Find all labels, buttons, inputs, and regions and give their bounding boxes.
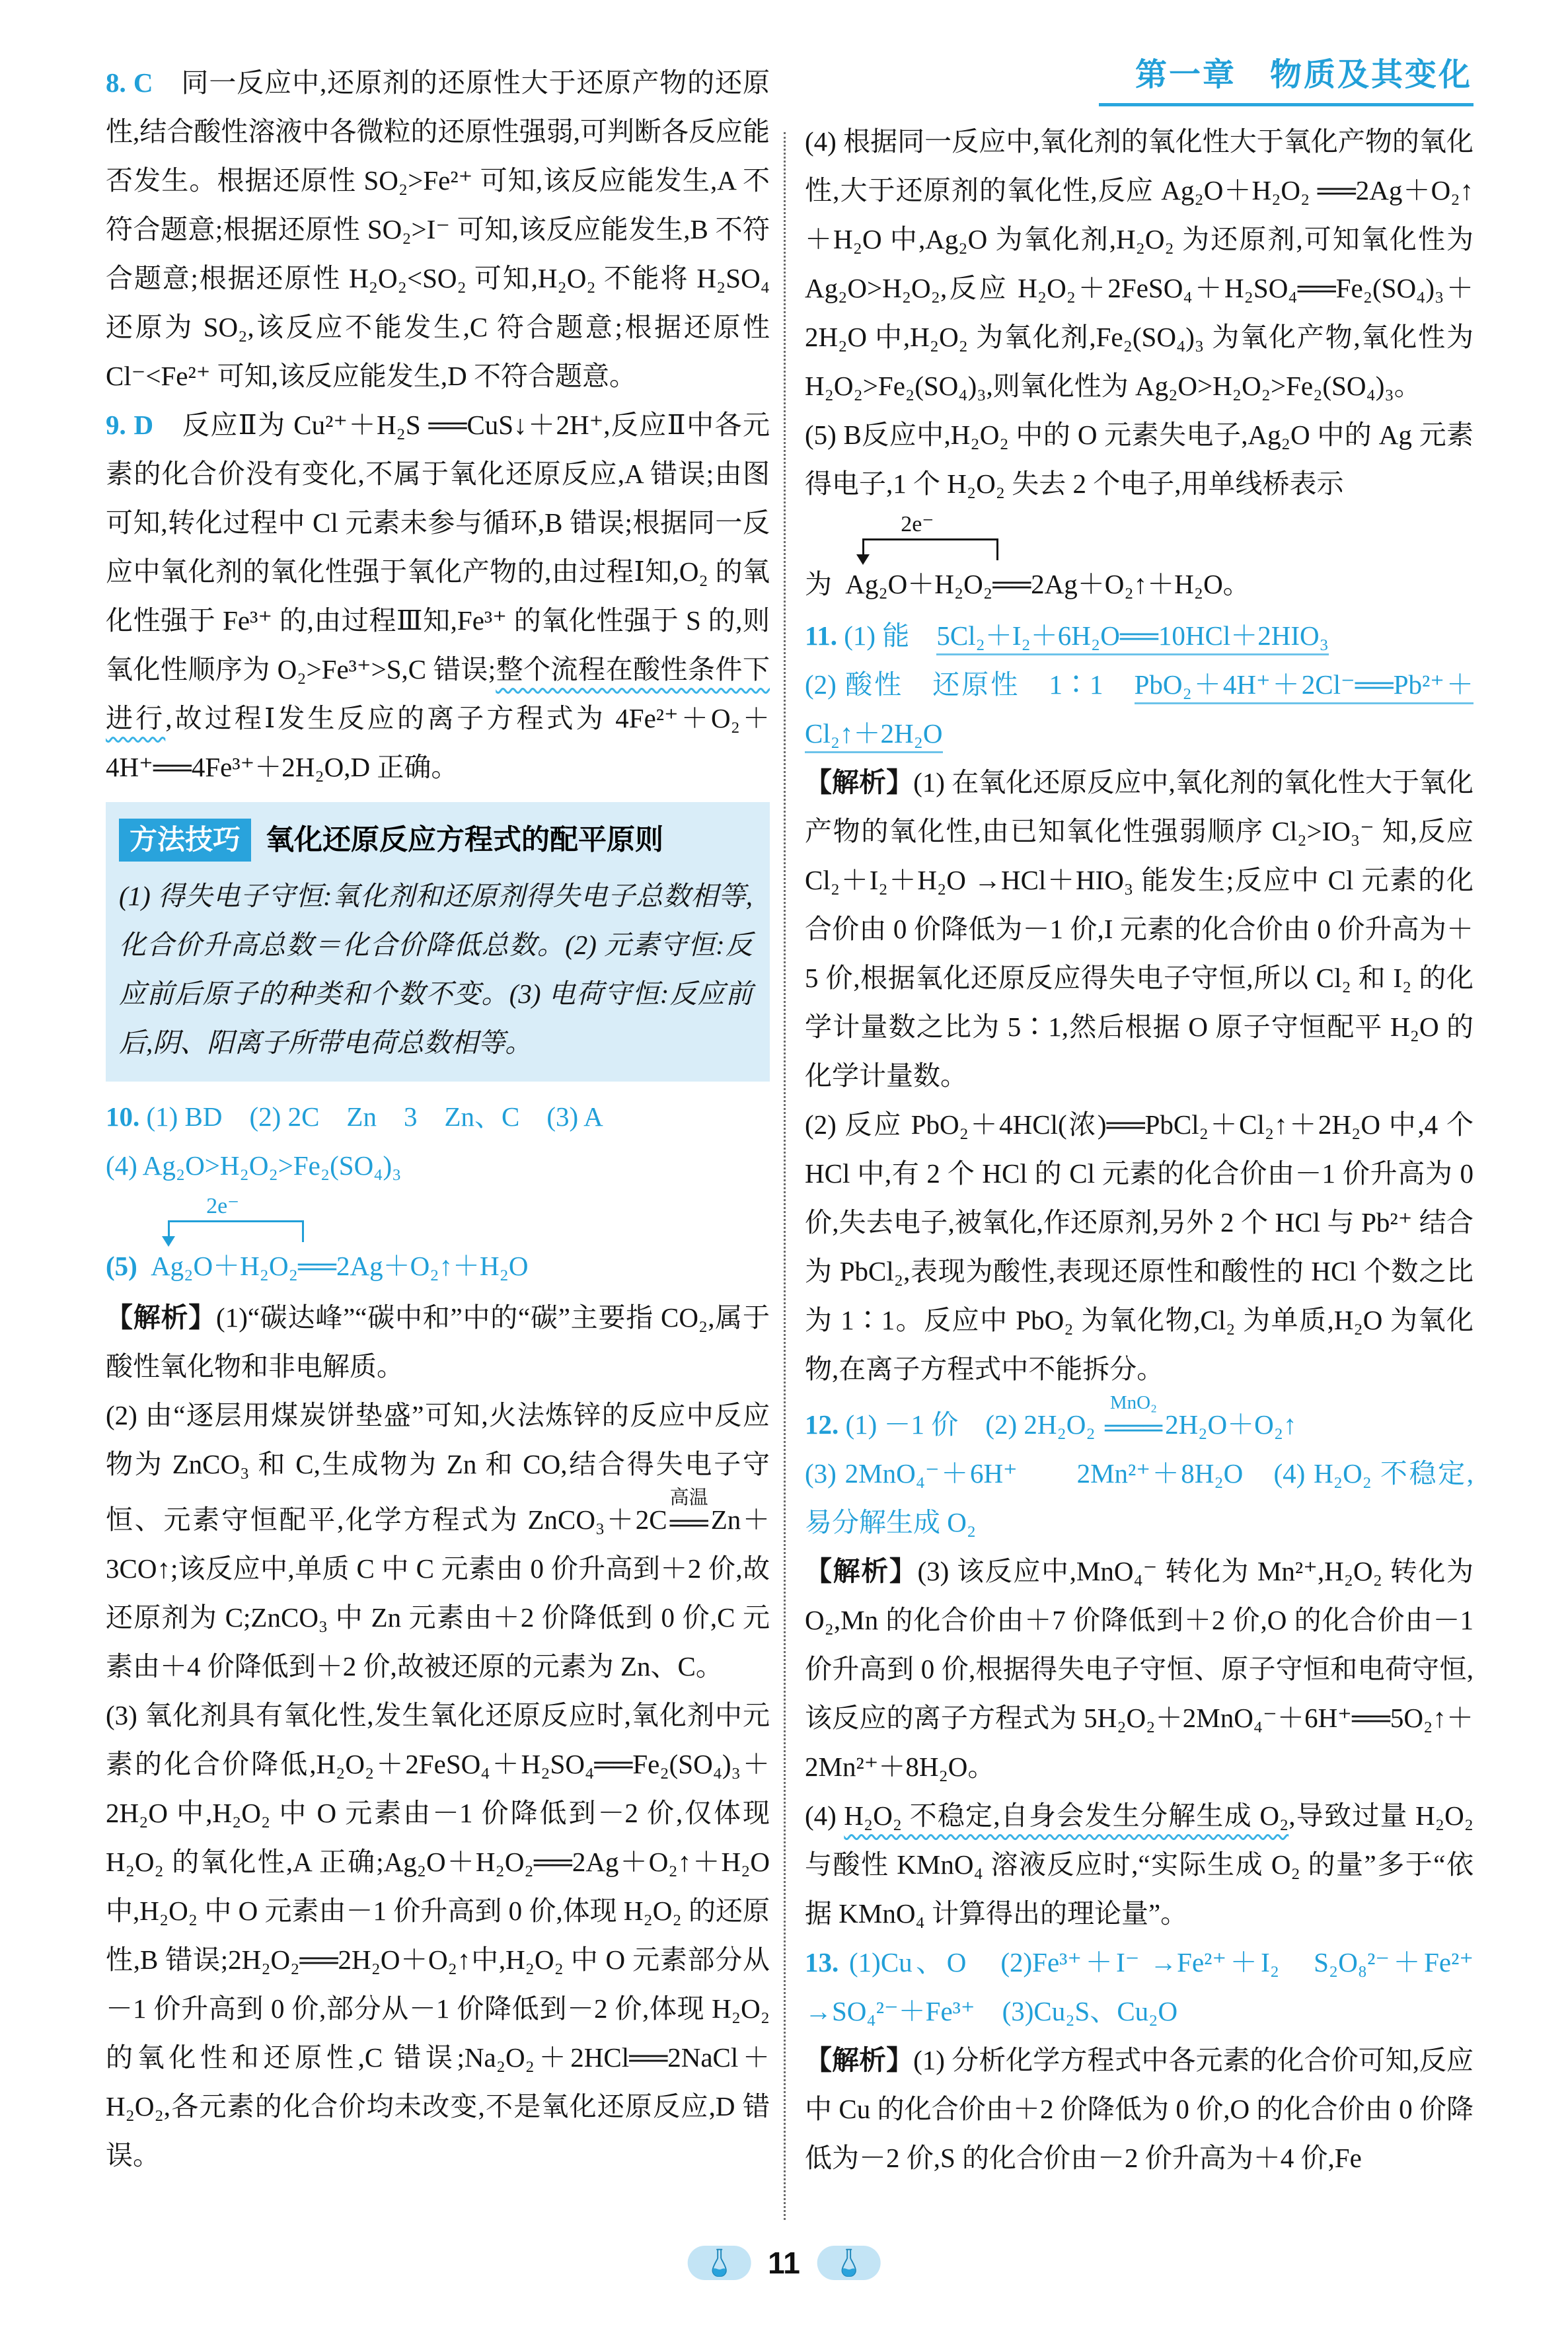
analysis-10-p5-lead: 为: [805, 569, 832, 599]
answer-13-number: 13.: [805, 1947, 839, 1977]
tip-box-title: 氧化还原反应方程式的配平原则: [266, 824, 664, 856]
answer-item-11-line2: [805, 660, 1474, 758]
answer-12-number: 12.: [805, 1409, 839, 1440]
analysis-12-p3-text: (3) 该反应中,MnO₄⁻ 转化为 Mn²⁺,H₂O₂ 转化为 O₂,Mn 的化合价由＋7 价降低到＋2 价,O 的化合价由－1 价升高到 0 价,根据得失电子守恒、原子守恒和电荷守恒,该反应的离子方程式为 5H₂O₂＋2MnO₄⁻＋6H⁺══5O₂↑＋2Mn²⁺＋8H₂O。: [805, 1556, 1474, 1782]
analysis-12-p4-emphasis: H₂O₂ 不稳定,自身会发生分解生成 O₂: [844, 1800, 1289, 1831]
analysis-label-12: 【解析】: [805, 1556, 918, 1586]
answer-item-13: [805, 1938, 1474, 2036]
answer-item-9: [106, 400, 770, 792]
analysis-13-p1: [805, 2036, 1474, 2182]
bridge-arrow-icon: [168, 1220, 304, 1242]
footer-pill-left: [687, 2246, 751, 2280]
answer-10-part5-label: (5): [106, 1250, 137, 1281]
analysis-10-p2-text-b: Zn＋3CO↑;该反应中,单质 C 中 C 元素由 0 价升高到＋2 价,故还原剂为 C;ZnCO₃ 中 Zn 元素由＋2 价降低到 0 价,C 元素由＋4 价降低到＋2 价,故被还原的元素为 Zn、C。: [106, 1504, 770, 1681]
analysis-label-11: 【解析】: [805, 767, 914, 797]
analysis-label: 【解析】: [106, 1302, 217, 1333]
bridge-equation: Ag₂O＋H₂O₂══2Ag＋O₂↑＋H₂O: [151, 1250, 529, 1281]
electron-bridge-diagram-2: [845, 513, 1250, 609]
footer-pill-right: [817, 2246, 881, 2280]
answer-item-10-line1: [106, 1092, 770, 1141]
answer-13-body: (1)Cu、O (2)Fe³⁺＋I⁻ →Fe²⁺＋I₂ S₂O₈²⁻＋Fe²⁺ →SO₄²⁻＋Fe³⁺ (3)Cu₂S、Cu₂O: [805, 1947, 1474, 2026]
chapter-header: [805, 52, 1474, 106]
analysis-10-p4: (4) 根据同一反应中,氧化剂的氧化性大于氧化产物的氧化性,大于还原剂的氧化性,反应 Ag₂O＋H₂O₂ ══2Ag＋O₂↑＋H₂O 中,Ag₂O 为氧化剂,H₂O₂ 为还原剂,可知氧化性为 Ag₂O>H₂O₂,反应 H₂O₂＋2FeSO₄＋H₂SO₄══Fe₂(SO₄)₃＋2H₂O 中,H₂O₂ 为氧化剂,Fe₂(SO₄)₃ 为氧化产物,氧化性为 H₂O₂>Fe₂(SO₄)₃,则氧化性为 Ag₂O>H₂O₂>Fe₂(SO₄)₃。: [805, 126, 1474, 401]
bridge-equation-2: Ag₂O＋H₂O₂══2Ag＋O₂↑＋H₂O。: [845, 569, 1250, 599]
page-footer: [687, 2238, 881, 2287]
answer-item-12-line1: [805, 1393, 1474, 1449]
condition-text-mno2: MnO₂: [1109, 1392, 1158, 1413]
answer-item-10-line2: [106, 1141, 770, 1190]
answer-8-number: 8. C: [106, 67, 153, 98]
answer-10-part1: (1) BD (2) 2C Zn 3 Zn、C (3) A: [146, 1101, 603, 1132]
analysis-11-p1: [805, 758, 1474, 1100]
answer-item-12-line2: (3) 2MnO₄⁻＋6H⁺ 2Mn²⁺＋8H₂O (4) H₂O₂ 不稳定,易分解生成 O₂: [805, 1458, 1474, 1537]
analysis-12-p4-post: ,导致过量 H₂O₂ 与酸性 KMnO₄ 溶液反应时,“实际生成 O₂ 的量”多于“依据 KMnO₄ 计算得出的理论量”。: [805, 1800, 1474, 1929]
tip-box-body: (1) 得失电子守恒:氧化剂和还原剂得失电子总数相等,化合价升高总数＝化合价降低总数。(2) 元素守恒:反应前后原子的种类和个数不变。(3) 电荷守恒:反应前后,阴、阳离子所带电荷总数相等。: [119, 880, 753, 1058]
answer-8-text: 同一反应中,还原剂的还原性大于还原产物的还原性,结合酸性溶液中各微粒的还原性强弱,可判断各反应能否发生。根据还原性 SO₂>Fe²⁺ 可知,该反应能发生,A 不符合题意;根据还原性 SO₂>I⁻ 可知,该反应能发生,B 不符合题意;根据还原性 H₂O₂<SO₂ 可知,H₂O₂ 不能将 H₂SO₄ 还原为 SO₂,该反应不能发生,C 符合题意;根据还原性 Cl⁻<Fe²⁺ 可知,该反应能发生,D 不符合题意。: [106, 67, 770, 391]
condition-text: 高温: [669, 1487, 708, 1508]
chapter-title: 第一章 物质及其变化: [1099, 55, 1474, 106]
left-column: [106, 0, 770, 2180]
answer-12-part1b: 2H₂O＋O₂↑: [1165, 1409, 1297, 1440]
answer-11-part2-equation: PbO₂＋4H⁺＋2Cl⁻══Pb²⁺＋Cl₂↑＋2H₂O: [805, 669, 1474, 753]
answer-9-number: 9. D: [106, 410, 154, 440]
analysis-10-p1-text: (1)“碳达峰”“碳中和”中的“碳”主要指 CO₂,属于酸性氧化物和非电解质。: [106, 1302, 770, 1382]
analysis-10-p1: [106, 1293, 770, 1391]
answer-9-text-2: ,故过程Ⅰ发生反应的离子方程式为 4Fe²⁺＋O₂＋4H⁺══4Fe³⁺＋2H₂O,D 正确。: [106, 703, 770, 782]
analysis-10-p2: [106, 1391, 770, 1691]
answer-11-part1-equation: 5Cl₂＋I₂＋6H₂O══10HCl＋2HIO₃: [936, 620, 1329, 655]
answer-10-part4: (4) Ag₂O>H₂O₂>Fe₂(SO₄)₃: [106, 1150, 402, 1181]
answer-9-text-1: 反应Ⅱ为 Cu²⁺＋H₂S ══CuS↓＋2H⁺,反应Ⅱ中各元素的化合价没有变化,不属于氧化还原反应,A 错误;由图可知,转化过程中 Cl 元素未参与循环,B 错误;根据同一反应中氧化剂的氧化性强于氧化产物的,由过程Ⅰ知,O₂ 的氧化性强于 Fe³⁺ 的,由过程Ⅲ知,Fe³⁺ 的氧化性强于 S 的,则氧化性顺序为 O₂>Fe³⁺>S,C 错误;: [106, 410, 770, 684]
answer-11-number: 11.: [805, 620, 837, 651]
equals-sign: ══: [669, 1506, 708, 1537]
answer-item-8: [106, 58, 770, 400]
analysis-label-13: 【解析】: [805, 2045, 914, 2075]
answer-10-number: 10.: [106, 1101, 140, 1132]
analysis-10-p2-text-a: (2) 由“逐层用煤炭饼垫盛”可知,火法炼锌的反应中反应物为 ZnCO₃ 和 C,生成物为 Zn 和 CO,结合得失电子守恒、元素守恒配平,化学方程式为 ZnCO₃＋2C: [106, 1399, 770, 1535]
answer-item-10-line3: [106, 1195, 770, 1290]
analysis-10-p3: (3) 氧化剂具有氧化性,发生氧化还原反应时,氧化剂中元素的化合价降低,H₂O₂＋2FeSO₄＋H₂SO₄══Fe₂(SO₄)₃＋2H₂O 中,H₂O₂ 中 O 元素由－1 价降低到－2 价,仅体现 H₂O₂ 的氧化性,A 正确;Ag₂O＋H₂O₂══2Ag＋O₂↑＋H₂O 中,H₂O₂ 中 O 元素由－1 价升高到 0 价,体现 H₂O₂ 的还原性,B 错误;2H₂O₂══2H₂O＋O₂↑中,H₂O₂ 中 O 元素部分从－1 价升高到 0 价,部分从－1 价降低到－2 价,体现 H₂O₂ 的氧化性和还原性,C 错误;Na₂O₂＋2HCl══2NaCl＋H₂O₂,各元素的化合价均未改变,不是氧化还原反应,D 错误。: [106, 1699, 770, 2170]
equals-sign-2: ═══: [1104, 1412, 1163, 1442]
answer-11-part2-pre: (2) 酸性 还原性 1∶1: [805, 669, 1135, 700]
flask-icon: [708, 2248, 730, 2277]
electron-bridge-diagram: [151, 1195, 528, 1290]
right-column: [805, 0, 1474, 2182]
reaction-condition-mno2: [1105, 1393, 1162, 1441]
answer-9-emphasis: 整个流程在酸性条件下进行: [106, 654, 770, 733]
analysis-11-p2: (2) 反应 PbO₂＋4HCl(浓)══PbCl₂＋Cl₂↑＋2H₂O 中,4 个 HCl 中,有 2 个 HCl 的 Cl 元素的化合价由－1 价升高为 0 价,失去电子,被氧化,作还原剂,另外 2 个 HCl 与 Pb²⁺ 结合为 PbCl₂,表现为酸性,表现还原性和酸性的 HCl 个数之比为 1∶1。反应中 PbO₂ 为氧化物,Cl₂ 为单质,H₂O 为氧化物,在离子方程式中不能拆分。: [805, 1109, 1474, 1384]
bridge-arrow-icon-2: [862, 538, 998, 560]
analysis-13-p1-text: (1) 分析化学方程式中各元素的化合价可知,反应中 Cu 的化合价由＋2 价降低为 0 价,O 的化合价由 0 价降低为－2 价,S 的化合价由－2 价升高为＋4 价,Fe: [805, 2045, 1474, 2173]
tip-box-badge: 方法技巧: [119, 819, 251, 862]
analysis-12-p3: [805, 1547, 1474, 1791]
column-divider: [784, 132, 786, 2220]
analysis-12-p4-pre: (4): [805, 1800, 844, 1831]
answer-item-11-line1: [805, 611, 1474, 660]
flask-icon: [838, 2248, 860, 2277]
analysis-10-p5: (5) B反应中,H₂O₂ 中的 O 元素失电子,Ag₂O 中的 Ag 元素得电子,1 个 H₂O₂ 失去 2 个电子,用单线桥表示: [805, 420, 1474, 499]
analysis-11-p1-text: (1) 在氧化还原反应中,氧化剂的氧化性大于氧化产物的氧化性,由已知氧化性强弱顺序 Cl₂>IO₃⁻ 知,反应 Cl₂＋I₂＋H₂O →HCl＋HIO₃ 能发生;反应中 Cl 元素的化合价由 0 价降低为－1 价,I 元素的化合价由 0 价升高为＋5 价,根据氧化还原反应得失电子守恒,所以 Cl₂ 和 I₂ 的化学计量数之比为 5∶1,然后根据 O 原子守恒配平 H₂O 的化学计量数。: [805, 767, 1474, 1091]
analysis-10-p5-diagram: [805, 513, 1474, 609]
electron-count-label-2: 2e⁻: [901, 512, 934, 536]
tip-box: [106, 802, 770, 1082]
page-number: 11: [768, 2246, 800, 2280]
analysis-12-p4: [805, 1791, 1474, 1938]
electron-count-label: 2e⁻: [206, 1193, 240, 1218]
tip-box-header: [119, 813, 753, 865]
answer-11-part1-pre: (1) 能: [844, 620, 937, 651]
answer-12-part1: (1) －1 价 (2) 2H₂O₂: [845, 1409, 1102, 1440]
reaction-condition: [670, 1489, 708, 1536]
